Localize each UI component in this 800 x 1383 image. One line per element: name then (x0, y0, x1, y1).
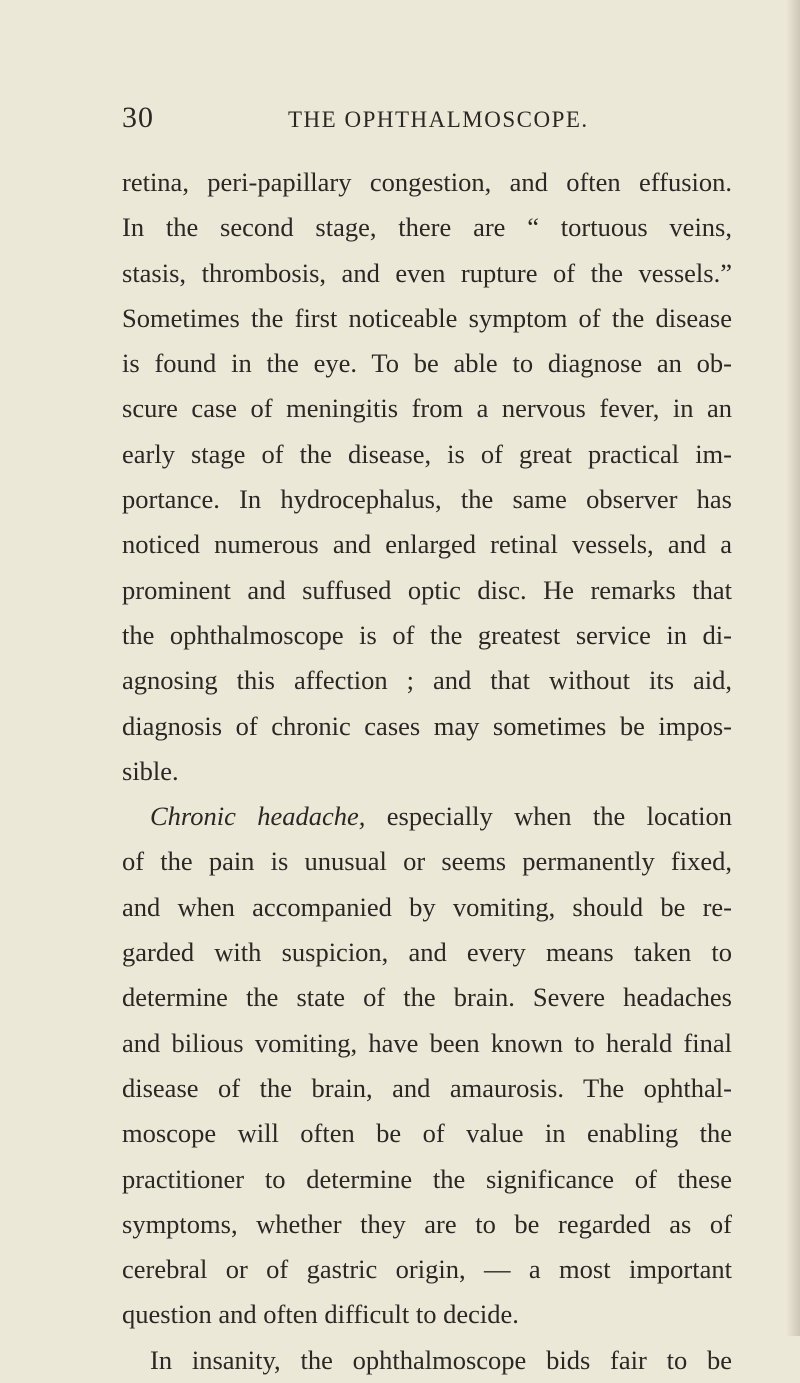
text-run: especially when the location (365, 801, 732, 832)
page-number: 30 (122, 101, 154, 134)
text-line: noticed numerous and enlarged retinal vessels, and a (122, 529, 732, 560)
text-line: symptoms, whether they are to be regarded as of (122, 1208, 732, 1239)
text-line: prominent and suffused optic disc. He remarks that (122, 574, 732, 605)
text-line: and bilious vomiting, have been known to herald final (122, 1027, 732, 1058)
text-line: disease of the brain, and amaurosis. The ophthal- (122, 1072, 732, 1103)
text-line: is found in the eye. To be able to diagnose an ob- (122, 348, 732, 379)
text-line: retina, peri-papillary congestion, and often effusion. (122, 167, 732, 197)
text-line: sible. (122, 755, 179, 786)
text-line: agnosing this affection ; and that without its aid, (122, 665, 732, 696)
paragraph-start-line: In insanity, the ophthalmoscope bids fair to be (150, 1344, 732, 1375)
text-line: Sometimes the first noticeable symptom of the disease (122, 302, 732, 333)
text-line: practitioner to determine the significance of these (122, 1163, 732, 1194)
text-line: of the pain is unusual or seems permanently fixed, (122, 846, 732, 877)
text-line: garded with suspicion, and every means taken to (122, 937, 732, 968)
text-line: stasis, thrombosis, and even rupture of the vessels.” (122, 257, 732, 288)
text-line: determine the state of the brain. Severe headaches (122, 982, 732, 1013)
text-line: moscope will often be of value in enabling the (122, 1118, 732, 1149)
text-line: question and often difficult to decide. (122, 1299, 519, 1330)
text-line: In the second stage, there are “ tortuous veins, (122, 212, 732, 243)
text-line: scure case of meningitis from a nervous fever, in an (122, 393, 732, 424)
text-line: early stage of the disease, is of great practical im- (122, 438, 732, 469)
italic-term: Chronic headache, (150, 801, 366, 832)
text-line: portance. In hydrocephalus, the same observer has (122, 484, 732, 515)
text-line: cerebral or of gastric origin, — a most important (122, 1254, 732, 1285)
running-head: THE OPHTHALMOSCOPE. (288, 107, 589, 132)
text-line: and when accompanied by vomiting, should be re- (122, 891, 732, 922)
text-line: diagnosis of chronic cases may sometimes be impos- (122, 710, 732, 741)
body-text (122, 160, 732, 1383)
paragraph-start-line (122, 794, 732, 839)
text-line: the ophthalmoscope is of the greatest service in di- (122, 619, 732, 650)
page-header (122, 98, 732, 138)
page-edge-shadow (786, 0, 800, 1336)
